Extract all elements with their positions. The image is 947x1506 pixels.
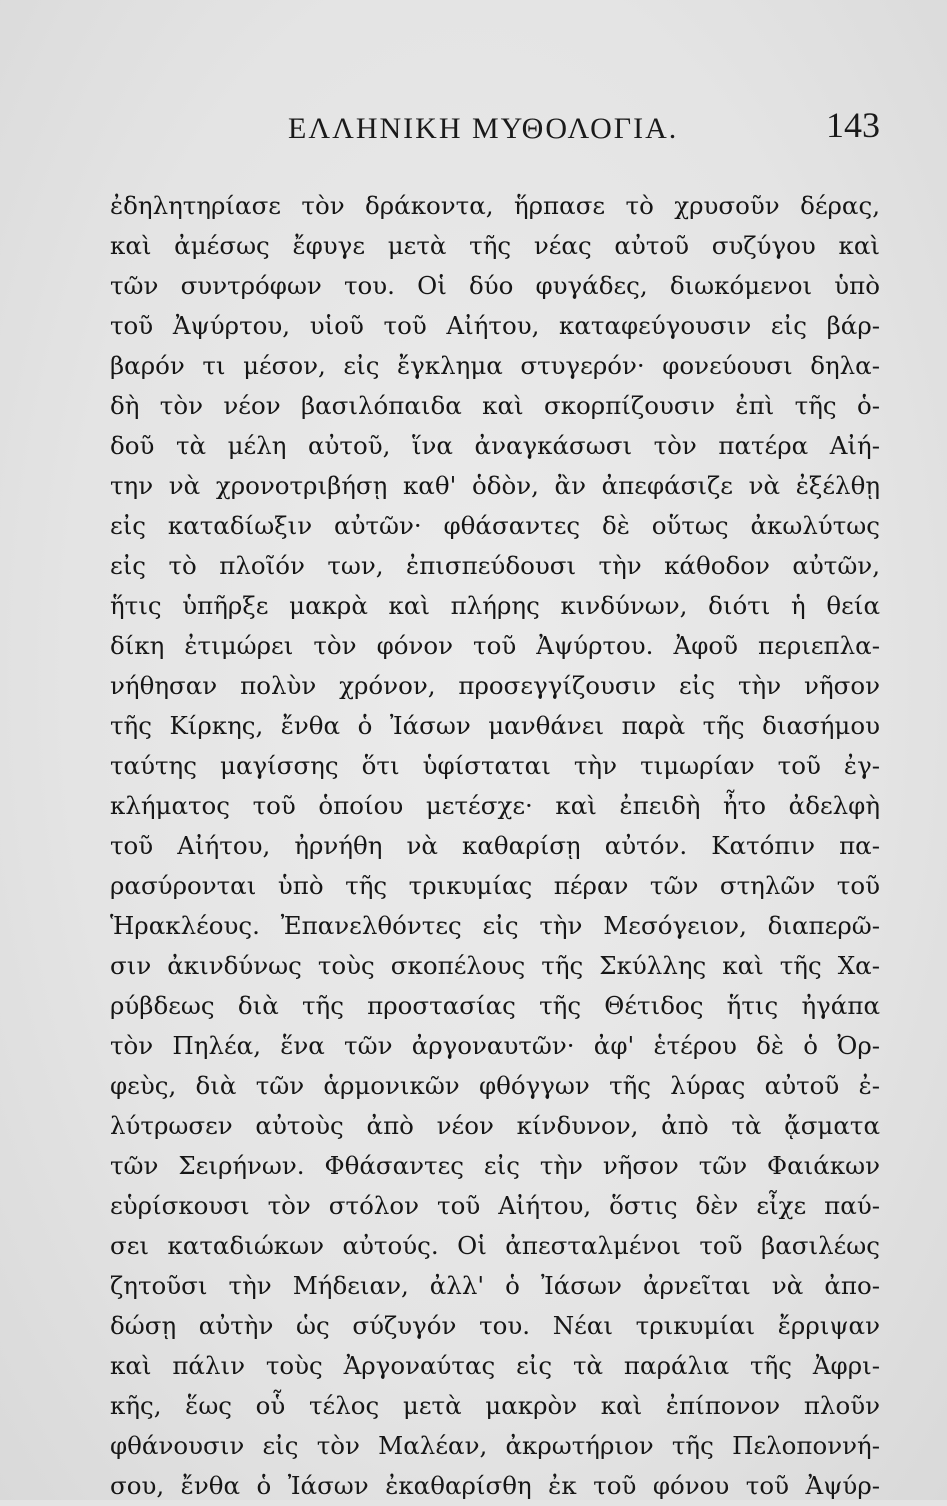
- text-line: σει καταδιώκων αὐτούς. Οἱ ἀπεσταλμένοι τοῦ βασιλέως: [110, 1231, 880, 1260]
- text-line: Ἡρακλέους. Ἐπανελθόντες εἰς τὴν Μεσόγειον, διαπερῶ-: [110, 911, 880, 940]
- text-line: ἥτις ὑπῆρξε μακρὰ καὶ πλήρης κινδύνων, διότι ἡ θεία: [110, 591, 880, 620]
- running-title: ΕΛΛΗΝΙΚΗ ΜΥΘΟΛΟΓΙΑ.: [288, 112, 679, 145]
- text-line: κῆς, ἕως οὗ τέλος μετὰ μακρὸν καὶ ἐπίπονον πλοῦν: [110, 1391, 880, 1420]
- text-line: καὶ πάλιν τοὺς Ἀργοναύτας εἰς τὰ παράλια τῆς Ἀφρι-: [110, 1351, 880, 1380]
- text-line: τοῦ Αἰήτου, ἠρνήθη νὰ καθαρίσῃ αὐτόν. Κατόπιν πα-: [110, 831, 880, 860]
- text-line: βαρόν τι μέσον, εἰς ἔγκλημα στυγερόν· φονεύουσι δηλα-: [110, 351, 880, 380]
- text-line: εἰς τὸ πλοῖόν των, ἐπισπεύδουσι τὴν κάθοδον αὐτῶν,: [110, 551, 880, 580]
- text-line: σιν ἀκινδύνως τοὺς σκοπέλους τῆς Σκύλλης καὶ τῆς Χα-: [110, 951, 880, 980]
- text-line: τὸν Πηλέα, ἕνα τῶν ἀργοναυτῶν· ἀφ' ἑτέρου δὲ ὁ Ὀρ-: [110, 1031, 880, 1060]
- text-line: εἰς καταδίωξιν αὐτῶν· φθάσαντες δὲ οὕτως ἀκωλύτως: [110, 511, 880, 540]
- page-number: 143: [826, 105, 880, 145]
- text-line: δίκη ἐτιμώρει τὸν φόνον τοῦ Ἀψύρτου. Ἀφοῦ περιεπλα-: [110, 631, 880, 660]
- text-line: τῶν συντρόφων του. Οἱ δύο φυγάδες, διωκόμενοι ὑπὸ: [110, 271, 880, 300]
- text-line: σου, ἔνθα ὁ Ἰάσων ἐκαθαρίσθη ἐκ τοῦ φόνου τοῦ Ἀψύρ-: [110, 1471, 880, 1500]
- text-line: νήθησαν πολὺν χρόνον, προσεγγίζουσιν εἰς τὴν νῆσον: [110, 671, 880, 700]
- text-line: κλήματος τοῦ ὁποίου μετέσχε· καὶ ἐπειδὴ ἦτο ἀδελφὴ: [110, 791, 880, 820]
- text-line: φεὺς, διὰ τῶν ἁρμονικῶν φθόγγων τῆς λύρας αὐτοῦ ἐ-: [110, 1071, 880, 1100]
- text-line: φθάνουσιν εἰς τὸν Μαλέαν, ἀκρωτήριον τῆς Πελοποννή-: [110, 1431, 880, 1460]
- text-line: δὴ τὸν νέον βασιλόπαιδα καὶ σκορπίζουσιν ἐπὶ τῆς ὁ-: [110, 391, 880, 420]
- text-line: ρύβδεως διὰ τῆς προστασίας τῆς Θέτιδος ἥτις ἠγάπα: [110, 991, 880, 1020]
- text-line: ζητοῦσι τὴν Μήδειαν, ἀλλ' ὁ Ἰάσων ἀρνεῖται νὰ ἀπο-: [110, 1271, 880, 1300]
- body-text: [110, 186, 880, 1506]
- text-line: δώσῃ αὐτὴν ὡς σύζυγόν του. Νέαι τρικυμίαι ἔρριψαν: [110, 1311, 880, 1340]
- text-line: την νὰ χρονοτριβήσῃ καθ' ὁδὸν, ἂν ἀπεφάσιζε νὰ ἐξέλθῃ: [110, 471, 880, 500]
- text-line: ρασύρονται ὑπὸ τῆς τρικυμίας πέραν τῶν στηλῶν τοῦ: [110, 871, 880, 900]
- text-line: δοῦ τὰ μέλη αὐτοῦ, ἵνα ἀναγκάσωσι τὸν πατέρα Αἰή-: [110, 431, 880, 460]
- text-line: καὶ ἀμέσως ἔφυγε μετὰ τῆς νέας αὐτοῦ συζύγου καὶ: [110, 231, 880, 260]
- text-line: ἐδηλητηρίασε τὸν δράκοντα, ἥρπασε τὸ χρυσοῦν δέρας,: [110, 191, 880, 220]
- text-line: τῆς Κίρκης, ἔνθα ὁ Ἰάσων μανθάνει παρὰ τῆς διασήμου: [110, 711, 880, 740]
- text-line: εὑρίσκουσι τὸν στόλον τοῦ Αἰήτου, ὅστις δὲν εἶχε παύ-: [110, 1191, 880, 1220]
- text-line: τοῦ Ἀψύρτου, υἱοῦ τοῦ Αἰήτου, καταφεύγουσιν εἰς βάρ-: [110, 311, 880, 340]
- text-line: τῶν Σειρήνων. Φθάσαντες εἰς τὴν νῆσον τῶν Φαιάκων: [110, 1151, 880, 1180]
- text-line: λύτρωσεν αὐτοὺς ἀπὸ νέον κίνδυνον, ἀπὸ τὰ ᾄσματα: [110, 1111, 880, 1140]
- text-line: ταύτης μαγίσσης ὅτι ὑφίσταται τὴν τιμωρίαν τοῦ ἐγ-: [110, 751, 880, 780]
- running-head: [110, 104, 880, 154]
